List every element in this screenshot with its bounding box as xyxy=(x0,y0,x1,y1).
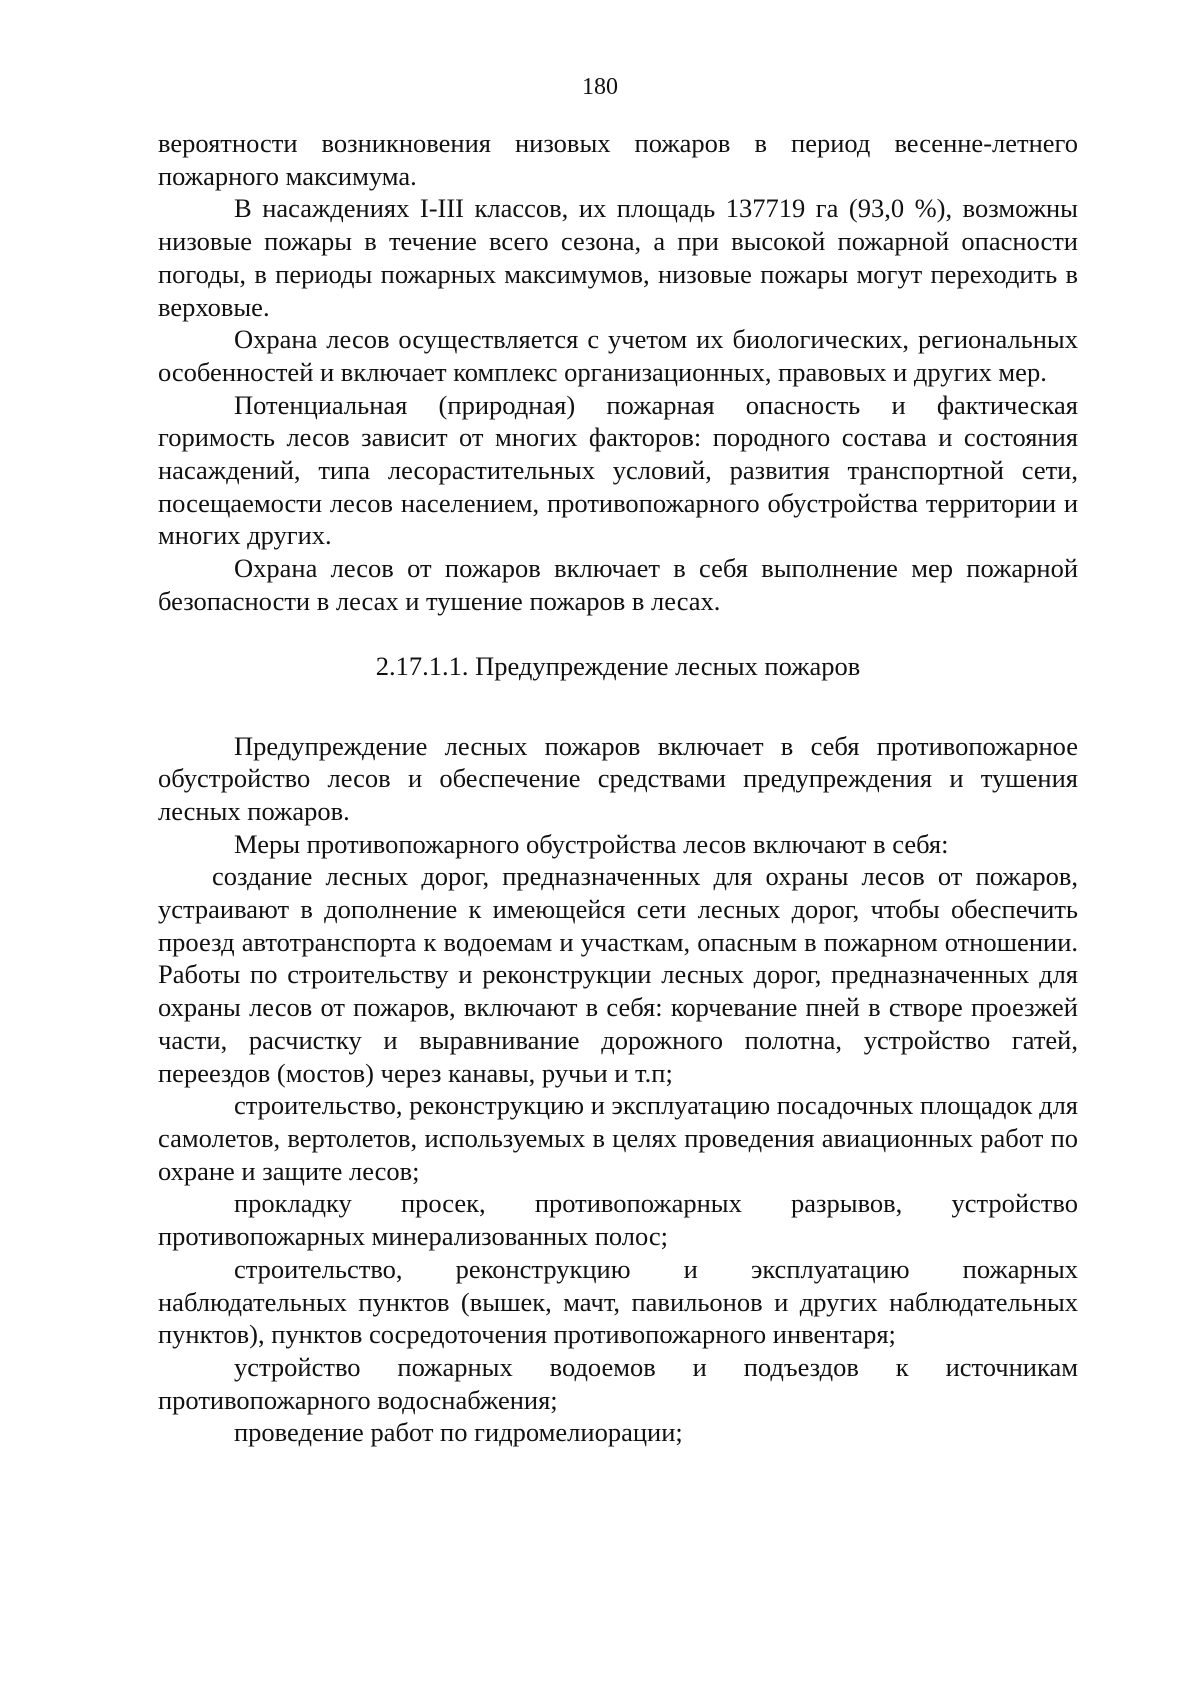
paragraph-measures-intro: Меры противопожарного обустройства лесов включают в себя: xyxy=(234,828,949,859)
list-item-landing-sites: строительство, реконструкцию и эксплуатацию посадочных площадок для самолетов, вертолетов, используемых в целях проведения авиационных работ по охране и защите лесов; xyxy=(158,1090,1078,1186)
list-item-observation-points: строительство, реконструкцию и эксплуатацию пожарных наблюдательных пунктов (вышек, мачт, павильонов и других наблюдательных пунктов), пунктов сосредоточения противопожарного инвентаря; xyxy=(158,1253,1078,1350)
paragraph-prevention: Предупреждение лесных пожаров включает в себя противопожарное обустройство лесов и обеспечение средствами предупреждения и тушения лесных пожаров. xyxy=(158,730,1078,826)
page-number: 180 xyxy=(582,74,618,100)
list-item-forest-roads: создание лесных дорог, предназначенных для охраны лесов от пожаров, устраивают в дополнение к имеющейся сети лесных дорог, чтобы обеспечить проезд автотранспорта к водоемам и участкам, опасным в пожарном отношении. Работы по строительству и реконструкции лесных дорог, предназначенных для охраны лесов от пожаров, включают в себя: корчевание пней в створе проезжей части, расчистку и выравнивание дорожного полотна, устройство гатей, переездов (мостов) через канавы, ручьи и т.п; xyxy=(158,861,1078,1088)
section-heading: 2.17.1.1. Предупреждение лесных пожаров xyxy=(375,650,861,681)
paragraph-fire-protection: Охрана лесов от пожаров включает в себя выполнение мер пожарной безопасности в лесах и тушение пожаров в лесах. xyxy=(158,553,1078,616)
document-body xyxy=(158,127,1078,1449)
list-item-fire-ponds: устройство пожарных водоемов и подъездов к источникам противопожарного водоснабжения; xyxy=(158,1351,1078,1415)
list-item-hydromelioration: проведение работ по гидромелиорации; xyxy=(234,1417,683,1448)
spacer xyxy=(158,690,1078,730)
paragraph-stand-classes: В насаждениях I-III классов, их площадь 137719 га (93,0 %), возможны низовые пожары в течение всего сезона, а при высокой пожарной опасности погоды, в периоды пожарных максимумов, низовые пожары могут переходить в верховые. xyxy=(158,193,1078,322)
list-item-firebreaks: прокладку просек, противопожарных разрывов, устройство противопожарных минерализованных полос; xyxy=(158,1188,1078,1252)
paragraph-fire-danger: Потенциальная (природная) пожарная опасность и фактическая горимость лесов зависит от многих факторов: породного состава и состояния насаждений, типа лесорастительных условий, развития транспортной сети, посещаемости лесов населением, противопожарного обустройства территории и многих других. xyxy=(158,389,1078,551)
paragraph-continuation: вероятности возникновения низовых пожаров в период весенне-летнего пожарного максимума. xyxy=(158,128,1078,191)
paragraph-forest-protection: Охрана лесов осуществляется с учетом их биологических, региональных особенностей и включает комплекс организационных, правовых и других мер. xyxy=(158,324,1078,387)
